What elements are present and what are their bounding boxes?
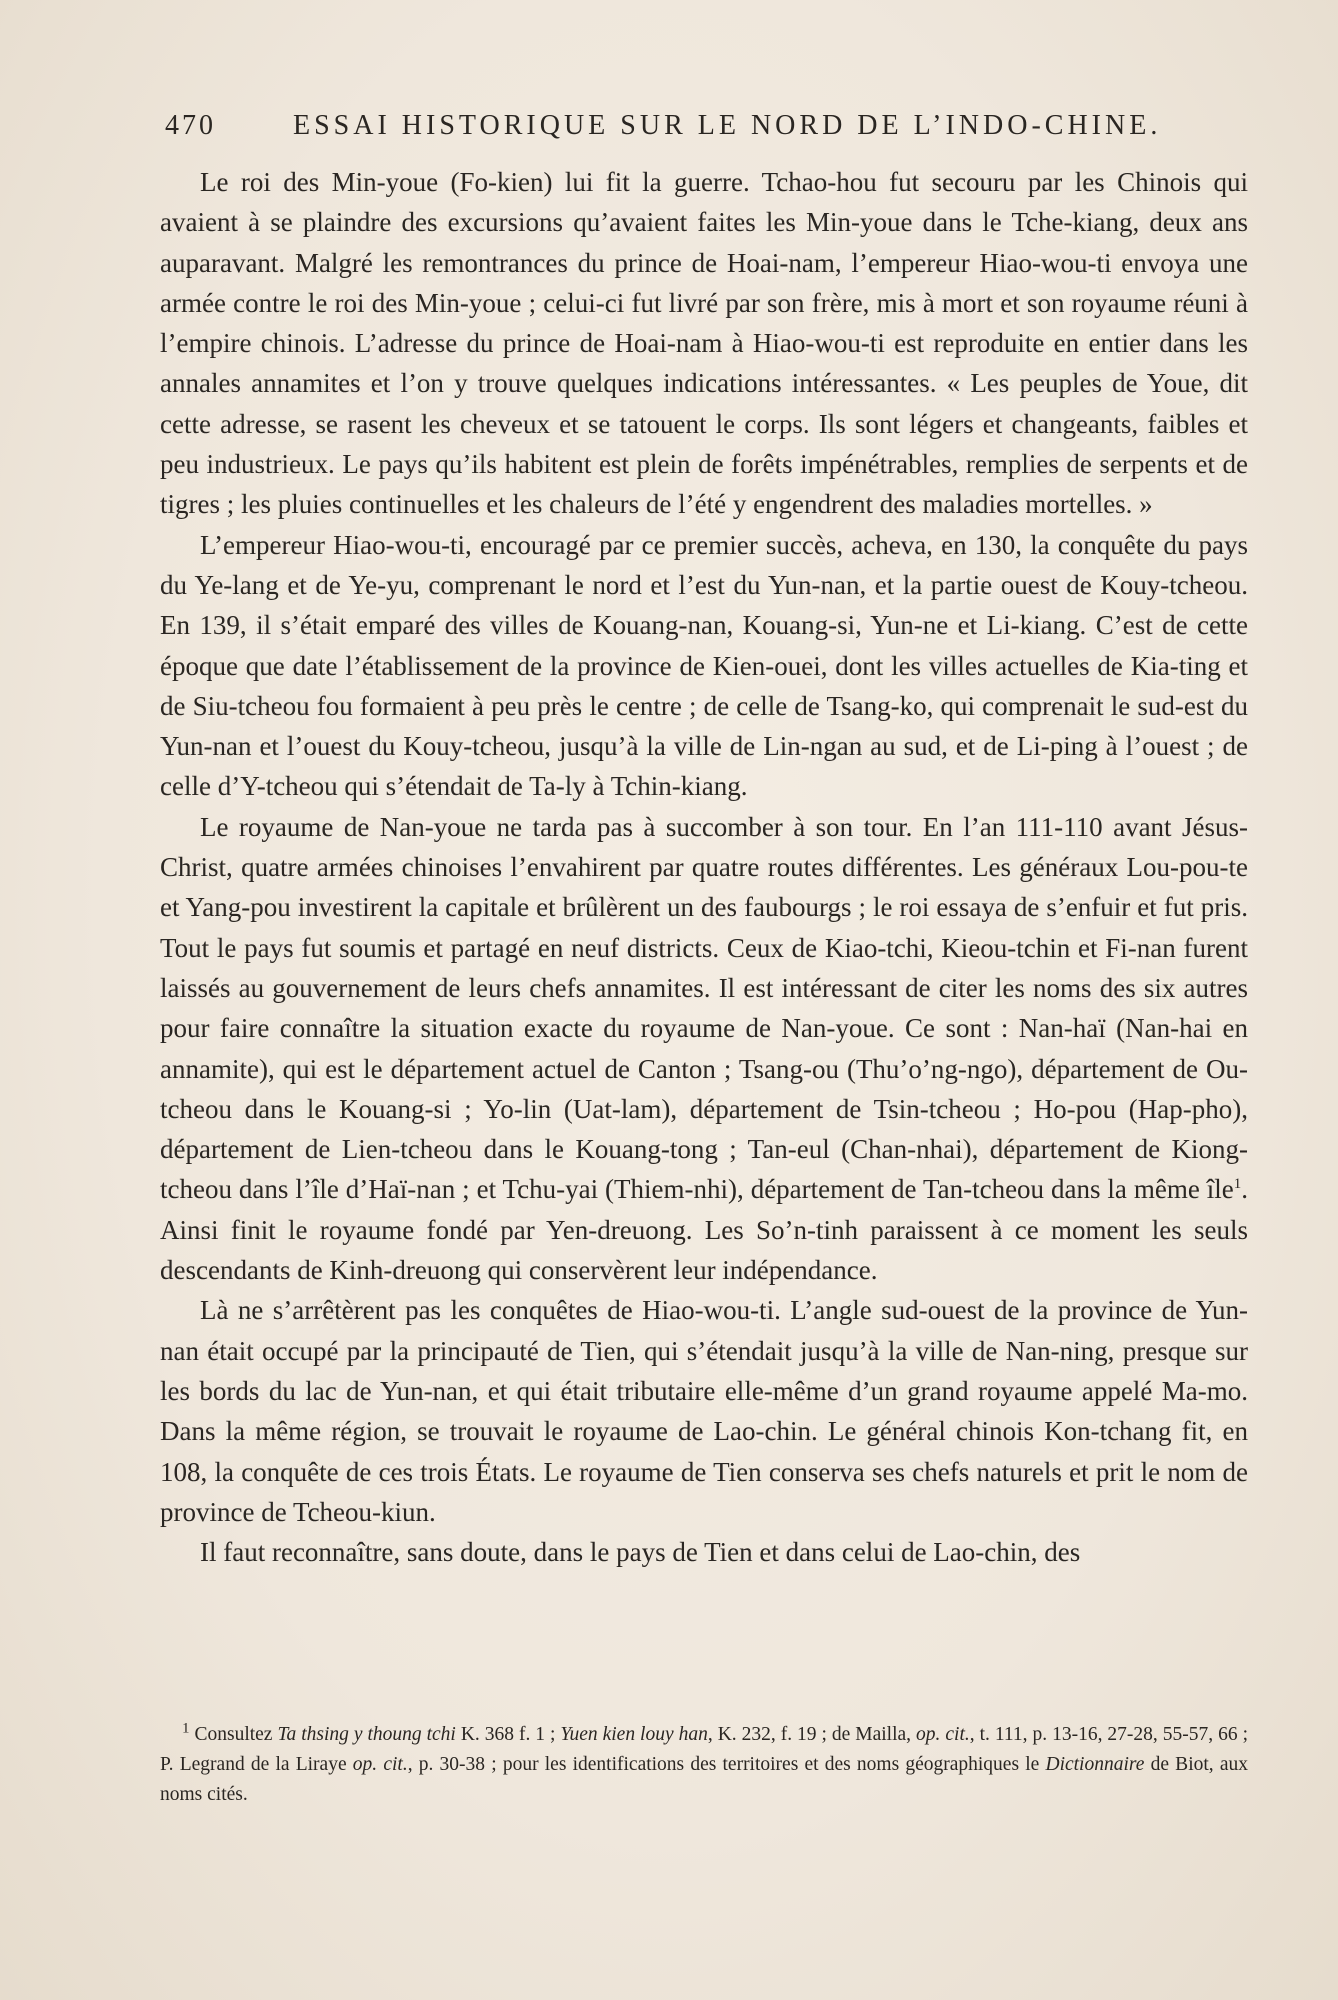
paragraph: Il faut reconnaître, sans doute, dans le pays de Tien et dans celui de Lao-chin, des — [200, 1537, 1081, 1568]
paragraph: Le roi des Min-youe (Fo-kien) lui fit la guerre. Tchao-hou fut secouru par les Chinois qui avaient à se plaindre des excursions qu’avaient faites les Min-youe dans le Tche-kiang, deux ans auparavant. Malgré les remontrances du prince de Hoai-nam, l’empereur Hiao-wou-ti envoya une armée contre le roi des Min-youe ; celui-ci fut livré par son frère, mis à mort et son royaume réuni à l’empire chinois. L’adresse du prince de Hoai-nam à Hiao-wou-ti est reproduite en entier dans les annales annamites et l’on y trouve quelques indications intéressantes. « Les peuples de Youe, dit cette adresse, se rasent les cheveux et se tatouent le corps. Ils sont légers et changeants, faibles et peu industrieux. Le pays qu’ils habitent est plein de forêts impénétrables, remplies de serpents et de tigres ; les pluies continuelles et les chaleurs de l’été y engendrent des maladies mortelles. » — [160, 167, 1248, 520]
page-header — [165, 110, 1245, 150]
footnote-title: Dictionnaire — [1045, 1754, 1145, 1775]
paragraph — [160, 807, 1248, 1291]
footnote-text: , K. 232, f. 19 ; de Mailla, — [707, 1724, 917, 1745]
footnote-text: de Biot, aux noms cités. — [160, 1754, 1248, 1805]
paragraph-text: Le royaume de Nan-youe ne tarda pas à succomber à son tour. En l’an 111-110 avant Jésus-Christ, quatre armées chinoises l’envahirent par quatre routes différentes. Les généraux Lou-pou-te et Yang-pou investirent la capitale et brûlèrent un des faubourgs ; le roi essaya de s’enfuir et fut pris. Tout le pays fut soumis et partagé en neuf districts. Ceux de Kiao-tchi, Kieou-tchin et Fi-nan furent laissés au gouvernement de leurs chefs annamites. Il est intéressant de citer les noms des six autres pour faire connaître la situation exacte du royaume de Nan-youe. Ce sont : Nan-haï (Nan-hai en annamite), qui est le département actuel de Canton ; Tsang-ou (Thu’o’ng-ngo), département de Ou-tcheou dans le Kouang-si ; Yo-lin (Uat-lam), département de Tsin-tcheou ; Ho-pou (Hap-pho), département de Lien-tcheou dans le Kouang-tong ; Tan-eul (Chan-nhai), département de Kiong-tcheou dans l’île d’Haï-nan ; et Tchu-yai (Thiem-nhi), département de Tan-tcheou dans la même île — [160, 811, 1248, 1205]
footnote-text: , p. 30-38 ; pour les identifications des territoires et des noms géographiques le — [407, 1754, 1046, 1775]
footnote-text: Consultez — [194, 1724, 278, 1745]
footnote-abbrev: op. cit. — [352, 1754, 408, 1775]
footnote-title: Ta thsing y thoung tchi — [277, 1724, 456, 1745]
paragraph-text: . Ainsi finit le royaume fondé par Yen-dreuong. Les So’n-tinh paraissent à ce moment les seuls descendants de Kinh-dreuong qui conservèrent leur indépendance. — [160, 1174, 1248, 1286]
footnote-title: Yuen kien louy han — [560, 1724, 708, 1745]
footnote-abbrev: op. cit. — [916, 1724, 970, 1745]
footnote — [160, 1720, 1248, 1810]
body-text — [160, 162, 1248, 1572]
page-number: 470 — [165, 110, 216, 141]
footnote-mark: 1 — [182, 1720, 190, 1737]
paragraph: L’empereur Hiao-wou-ti, encouragé par ce premier succès, acheva, en 130, la conquête du pays du Ye-lang et de Ye-yu, comprenant le nord et l’est du Yun-nan, et la partie ouest de Kouy-tcheou. En 139, il s’était emparé des villes de Kouang-nan, Kouang-si, Yun-ne et Li-kiang. C’est de cette époque que date l’établissement de la province de Kien-ouei, dont les villes actuelles de Kia-ting et de Siu-tcheou fou formaient à peu près le centre ; de celle de Tsang-ko, qui comprenait le sud-est du Yun-nan et l’ouest du Kouy-tcheou, jusqu’à la ville de Lin-ngan au sud, et de Li-ping à l’ouest ; de celle d’Y-tcheou qui s’étendait de Ta-ly à Tchin-kiang. — [160, 529, 1248, 802]
running-title: ESSAI HISTORIQUE SUR LE NORD DE L’INDO-CHINE. — [293, 110, 1162, 141]
paragraph: Là ne s’arrêtèrent pas les conquêtes de Hiao-wou-ti. L’angle sud-ouest de la province de Yun-nan était occupé par la principauté de Tien, qui s’étendait jusqu’à la ville de Nan-ning, presque sur les bords du lac de Yun-nan, et qui était tributaire elle-même d’un grand royaume appelé Ma-mo. Dans la même région, se trouvait le royaume de Lao-chin. Le général chinois Kon-tchang fit, en 108, la conquête de ces trois États. Le royaume de Tien conserva ses chefs naturels et prit le nom de province de Tcheou-kiun. — [160, 1295, 1248, 1527]
footnotes — [160, 1720, 1248, 1810]
footnote-text: K. 368 f. 1 ; — [455, 1724, 561, 1745]
footnote-text: , t. 111, p. 13-16, 27-28, 55-57, 66 ; P. Legrand de la Liraye — [160, 1724, 1248, 1775]
footnote-reference: 1 — [1233, 1176, 1242, 1193]
